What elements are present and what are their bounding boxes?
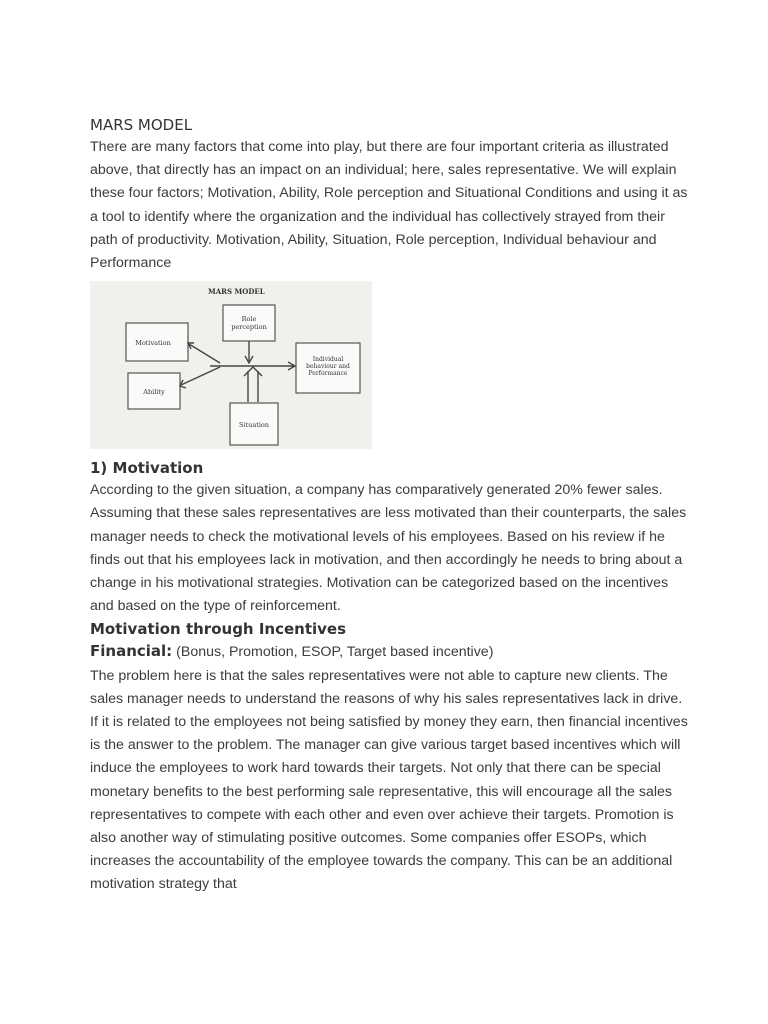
role-perception-label: Role perception <box>231 315 267 332</box>
mars-model-figure <box>90 281 372 449</box>
financial-label: Financial: <box>90 642 173 661</box>
individual-behaviour-label: Individual behaviour and Performance <box>306 356 350 378</box>
financial-text: The problem here is that the sales representatives were not able to capture new clients. The sales manager needs to understand the reasons of why his sales representatives lack in drive. If it is related to the employees not being satisfied by money they earn, then financial incentives is the answer to the problem. The manager can give various target based incentives which will induce the employees to work hard towards their targets. Not only that there can be special monetary benefits to the best performing sale representative, this will encourage all the sales representatives to compete with each other and even over achieve their targets. Promotion is also another way of stimulating positive outcomes. Some companies offer ESOPs, which increases the accountability of the employee towards the company. This can be an additional motivation strategy that <box>90 667 688 893</box>
document-content <box>90 114 690 897</box>
motivation-label: Motivation <box>135 339 171 348</box>
mars-model-diagram <box>90 281 372 449</box>
financial-items: (Bonus, Promotion, ESOP, Target based incentive) <box>176 644 494 661</box>
ability-label: Ability <box>143 388 165 397</box>
financial-line <box>90 640 690 664</box>
document-title: MARS MODEL <box>90 116 193 134</box>
figure-title: MARS MODEL <box>208 287 265 297</box>
incentives-subheading: Motivation through Incentives <box>90 620 347 639</box>
section-motivation-heading: 1) Motivation <box>90 459 204 478</box>
situation-label: Situation <box>239 421 269 430</box>
intro-paragraph: There are many factors that come into play, but there are four important criteria as illustrated above, that directly has an impact on an individual; here, sales representative. We will explain these four factors; Motivation, Ability, Role perception and Situational Conditions and using it as a tool to identify where the organization and the individual has collectively strayed from their path of productivity. Motivation, Ability, Situation, Role perception, Individual behaviour and Performance <box>90 139 688 272</box>
section-motivation-text: According to the given situation, a company has comparatively generated 20% fewer sales. Assuming that these sales representatives are less motivated than their counterparts, the sales manager needs to check the motivational levels of his employees. Based on his review if he finds out that his employees lack in motivation, and then accordingly he needs to bring about a change in his motivational strategies. Motivation can be categorized based on the incentives and based on the type of reinforcement. <box>90 482 687 615</box>
